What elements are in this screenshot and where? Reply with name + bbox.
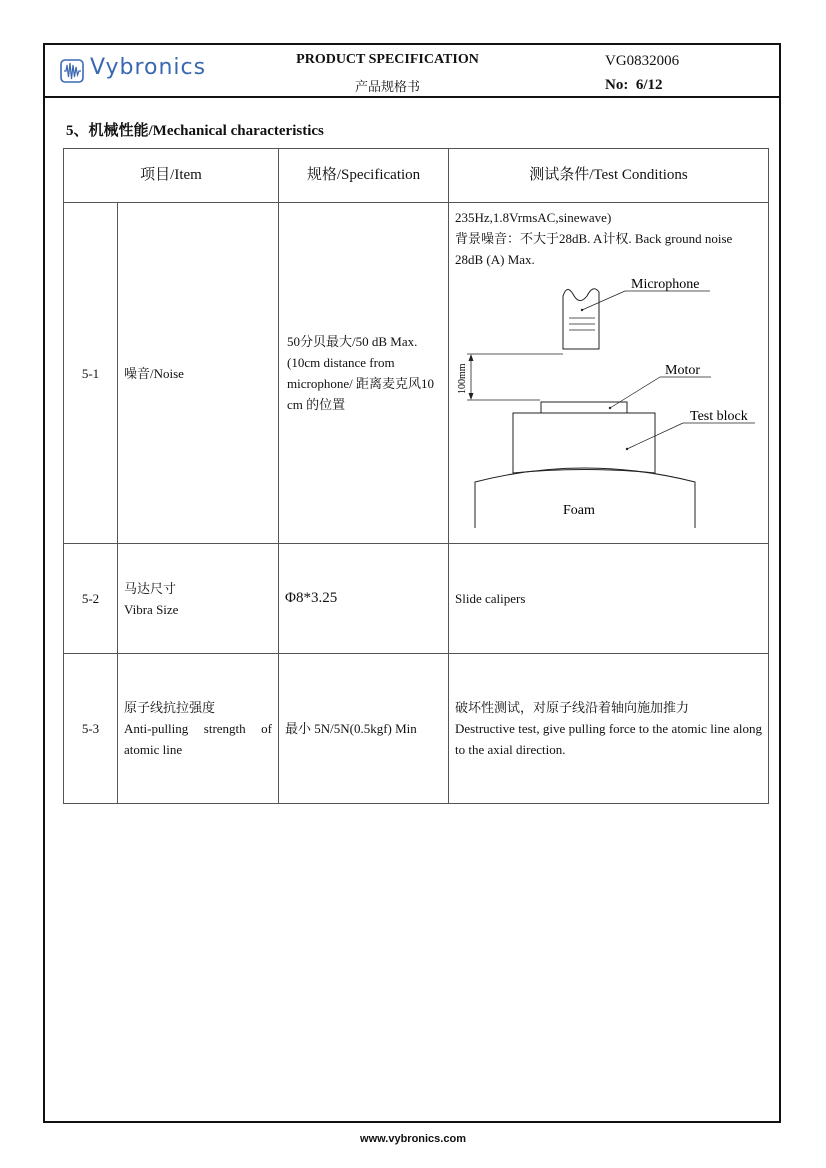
row-item-cn: 原子线抗拉强度 <box>124 700 216 715</box>
test-block-label: Test block <box>690 409 748 424</box>
foam-shape <box>475 468 695 528</box>
row-number: 5-3 <box>64 654 118 804</box>
section-title: 5、机械性能/Mechanical characteristics <box>66 123 324 139</box>
header-item: 项目/Item <box>64 149 279 203</box>
row-specification: 最小 5N/5N(0.5kgf) Min <box>279 654 449 804</box>
row-test-conditions <box>449 654 769 804</box>
row-item <box>118 544 279 654</box>
table-header-row <box>64 149 769 203</box>
row-item-en: Vibra Size <box>124 601 179 617</box>
header-test-conditions: 测试条件/Test Conditions <box>449 149 769 203</box>
row-number: 5-1 <box>64 203 118 544</box>
row-item <box>118 654 279 804</box>
document-title-cn: 产品规格书 <box>354 79 420 94</box>
test-block-shape <box>513 413 655 473</box>
page-number-value: 6/12 <box>635 77 663 93</box>
microphone-label: Microphone <box>631 277 700 292</box>
noise-test-diagram <box>455 276 755 528</box>
test-condition-cn: 破坏性测试，对原子线沿着轴向施加推力 <box>455 700 690 715</box>
motor-shape <box>541 402 627 413</box>
motor-label: Motor <box>665 363 700 378</box>
row-test-conditions <box>449 203 769 544</box>
mechanical-characteristics-table <box>63 148 769 804</box>
row-item-en: Anti-pulling strength of atomic line <box>124 721 272 757</box>
row-item-cn: 马达尺寸 <box>124 580 177 596</box>
row-specification: 50分贝最大/50 dB Max.(10cm distance from microphone/ 距离麦克风10 cm 的位置 <box>279 203 449 544</box>
table-row <box>64 203 769 544</box>
table-row <box>64 544 769 654</box>
header-divider <box>43 96 781 98</box>
document-title-en: PRODUCT SPECIFICATION <box>296 52 479 67</box>
test-condition-en: Destructive test, give pulling force to the atomic line along to the axial direction. <box>455 721 762 757</box>
logo-wordmark: Vybronics <box>90 55 207 80</box>
test-condition-line: 235Hz,1.8VrmsAC,sinewave) <box>455 210 612 225</box>
table-row <box>64 654 769 804</box>
page-number <box>605 77 663 94</box>
foam-label: Foam <box>563 503 595 518</box>
row-specification: Φ8*3.25 <box>279 544 449 654</box>
document-number: VG0832006 <box>605 53 680 69</box>
row-number: 5-2 <box>64 544 118 654</box>
test-condition-line: 背景噪音：不大于28dB. A计权. Back ground noise 28dB (A) Max. <box>455 231 733 267</box>
microphone-shape <box>563 289 599 349</box>
row-item: 噪音/Noise <box>118 203 279 544</box>
footer-url: www.vybronics.com <box>360 1133 466 1145</box>
header-specification: 规格/Specification <box>279 149 449 203</box>
distance-label: 100mm <box>457 363 468 394</box>
row-test-conditions: Slide calipers <box>449 544 769 654</box>
page-number-label: No: <box>605 77 629 93</box>
